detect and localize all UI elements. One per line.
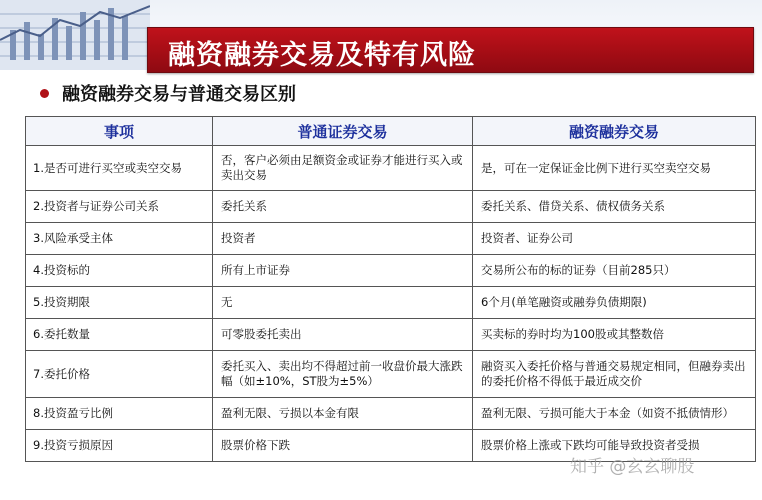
- row-margin: 投资者、证券公司: [473, 223, 756, 255]
- row-normal: 股票价格下跌: [213, 430, 473, 462]
- row-normal: 盈利无限、亏损以本金有限: [213, 398, 473, 430]
- table-row: [26, 191, 756, 223]
- row-margin: 股票价格上涨或下跌均可能导致投资者受损: [473, 430, 756, 462]
- table-row: [26, 319, 756, 351]
- row-margin: 买卖标的券时均为100股或其整数倍: [473, 319, 756, 351]
- table-row: [26, 223, 756, 255]
- header-margin-trading: 融资融券交易: [473, 117, 756, 146]
- row-margin: 盈利无限、亏损可能大于本金（如资不抵债情形）: [473, 398, 756, 430]
- slide-title: 融资融券交易及特有风险: [168, 40, 476, 71]
- row-item: 1.是否可进行买空或卖空交易: [26, 146, 213, 191]
- stock-chart-decoration-icon: [0, 0, 150, 70]
- row-item: 2.投资者与证券公司关系: [26, 191, 213, 223]
- row-item: 4.投资标的: [26, 255, 213, 287]
- subtitle-row: [40, 80, 296, 106]
- row-margin: 6个月(单笔融资或融券负债期限): [473, 287, 756, 319]
- row-item: 8.投资盈亏比例: [26, 398, 213, 430]
- table-row: [26, 398, 756, 430]
- row-item: 7.委托价格: [26, 351, 213, 398]
- row-margin: 是，可在一定保证金比例下进行买空卖空交易: [473, 146, 756, 191]
- comparison-table: [25, 116, 756, 462]
- row-item: 5.投资期限: [26, 287, 213, 319]
- subtitle: 融资融券交易与普通交易区别: [62, 84, 296, 105]
- title-bar: [147, 27, 754, 73]
- bullet-icon: [40, 89, 49, 98]
- row-normal: 所有上市证券: [213, 255, 473, 287]
- row-item: 6.委托数量: [26, 319, 213, 351]
- watermark: 知乎 @玄玄聊股: [570, 457, 695, 477]
- table-row: [26, 351, 756, 398]
- row-normal: 投资者: [213, 223, 473, 255]
- table-row: [26, 146, 756, 191]
- row-normal: 无: [213, 287, 473, 319]
- table-header-row: [26, 117, 756, 146]
- row-margin: 交易所公布的标的证券（目前285只）: [473, 255, 756, 287]
- row-margin: 融资买入委托价格与普通交易规定相同，但融券卖出的委托价格不得低于最近成交价: [473, 351, 756, 398]
- row-margin: 委托关系、借贷关系、债权债务关系: [473, 191, 756, 223]
- row-item: 3.风险承受主体: [26, 223, 213, 255]
- row-normal: 否，客户必须由足额资金或证券才能进行买入或卖出交易: [213, 146, 473, 191]
- row-normal: 委托买入、卖出均不得超过前一收盘价最大涨跌幅（如±10%，ST股为±5%）: [213, 351, 473, 398]
- row-normal: 委托关系: [213, 191, 473, 223]
- row-normal: 可零股委托卖出: [213, 319, 473, 351]
- table-row: [26, 255, 756, 287]
- table-row: [26, 287, 756, 319]
- header-item: 事项: [26, 117, 213, 146]
- header-normal-trading: 普通证券交易: [213, 117, 473, 146]
- row-item: 9.投资亏损原因: [26, 430, 213, 462]
